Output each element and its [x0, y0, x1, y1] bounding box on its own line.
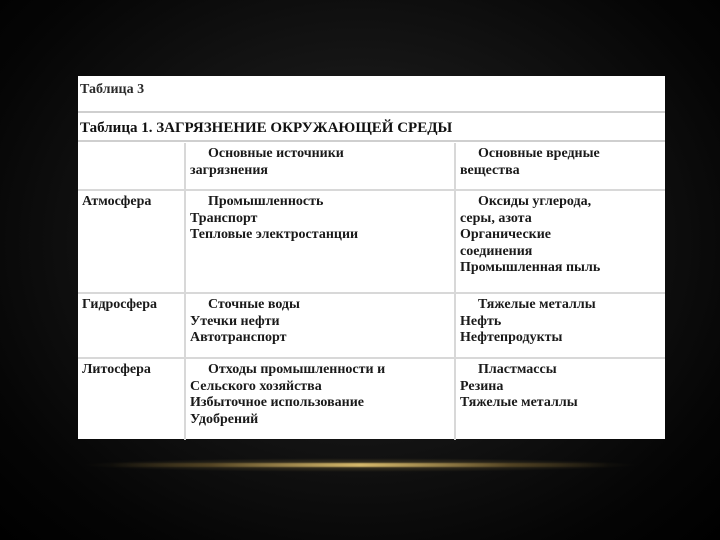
- table-row: [78, 190, 665, 293]
- source-item: Отходы промышленности и: [208, 362, 386, 377]
- table-caption: Таблица 3: [80, 82, 145, 97]
- table-row: [78, 293, 665, 358]
- pollution-table: [78, 143, 665, 440]
- header-text-line: Основные источники: [208, 146, 344, 161]
- sphere-label: Атмосфера: [82, 194, 152, 209]
- sphere-label: Литосфера: [82, 362, 151, 377]
- sources-cell: [185, 358, 455, 440]
- table-title: Таблица 1. ЗАГРЯЗНЕНИЕ ОКРУЖАЮЩЕЙ СРЕДЫ: [80, 120, 453, 136]
- substance-item: Тяжелые металлы: [460, 395, 578, 410]
- table-title-row: [78, 115, 665, 142]
- substance-item: Нефтепродукты: [460, 330, 563, 345]
- substance-item: серы, азота: [460, 210, 532, 226]
- header-cell-empty: [78, 143, 185, 190]
- sphere-cell: [78, 293, 185, 358]
- source-item: Промышленность: [208, 194, 324, 209]
- substances-cell: [455, 358, 665, 440]
- table-image: [78, 76, 665, 439]
- decorative-divider-line: [110, 463, 610, 467]
- header-cell-sources: [185, 143, 455, 190]
- sources-cell: [185, 293, 455, 358]
- header-text-line: загрязнения: [190, 162, 268, 178]
- header-text-line: Основные вредные: [478, 146, 600, 161]
- substances-cell: [455, 293, 665, 358]
- substance-item: Резина: [460, 378, 504, 394]
- substance-item: Тяжелые металлы: [478, 297, 596, 312]
- source-item: Сточные воды: [208, 297, 300, 312]
- header-cell-substances: [455, 143, 665, 190]
- sources-cell: [185, 190, 455, 293]
- table-header-row: [78, 143, 665, 190]
- source-item: Удобрений: [190, 411, 259, 427]
- source-item: Транспорт: [190, 210, 258, 226]
- sphere-cell: [78, 190, 185, 293]
- source-item: Избыточное использование: [190, 395, 364, 410]
- source-item: Утечки нефти: [190, 313, 280, 329]
- substance-item: Оксиды углерода,: [478, 194, 592, 209]
- substance-item: Промышленная пыль: [460, 260, 601, 275]
- substance-item: Органические: [460, 227, 552, 242]
- substances-cell: [455, 190, 665, 293]
- source-item: Тепловые электростанции: [190, 227, 359, 242]
- sphere-cell: [78, 358, 185, 440]
- caption-row: [78, 76, 665, 113]
- header-text-line: вещества: [460, 162, 520, 178]
- substance-item: Пластмассы: [478, 362, 557, 377]
- substance-item: соединения: [460, 243, 533, 259]
- table-row: [78, 358, 665, 440]
- source-item: Автотранспорт: [190, 330, 287, 345]
- substance-item: Нефть: [460, 313, 502, 329]
- source-item: Сельского хозяйства: [190, 378, 322, 394]
- sphere-label: Гидросфера: [82, 297, 158, 312]
